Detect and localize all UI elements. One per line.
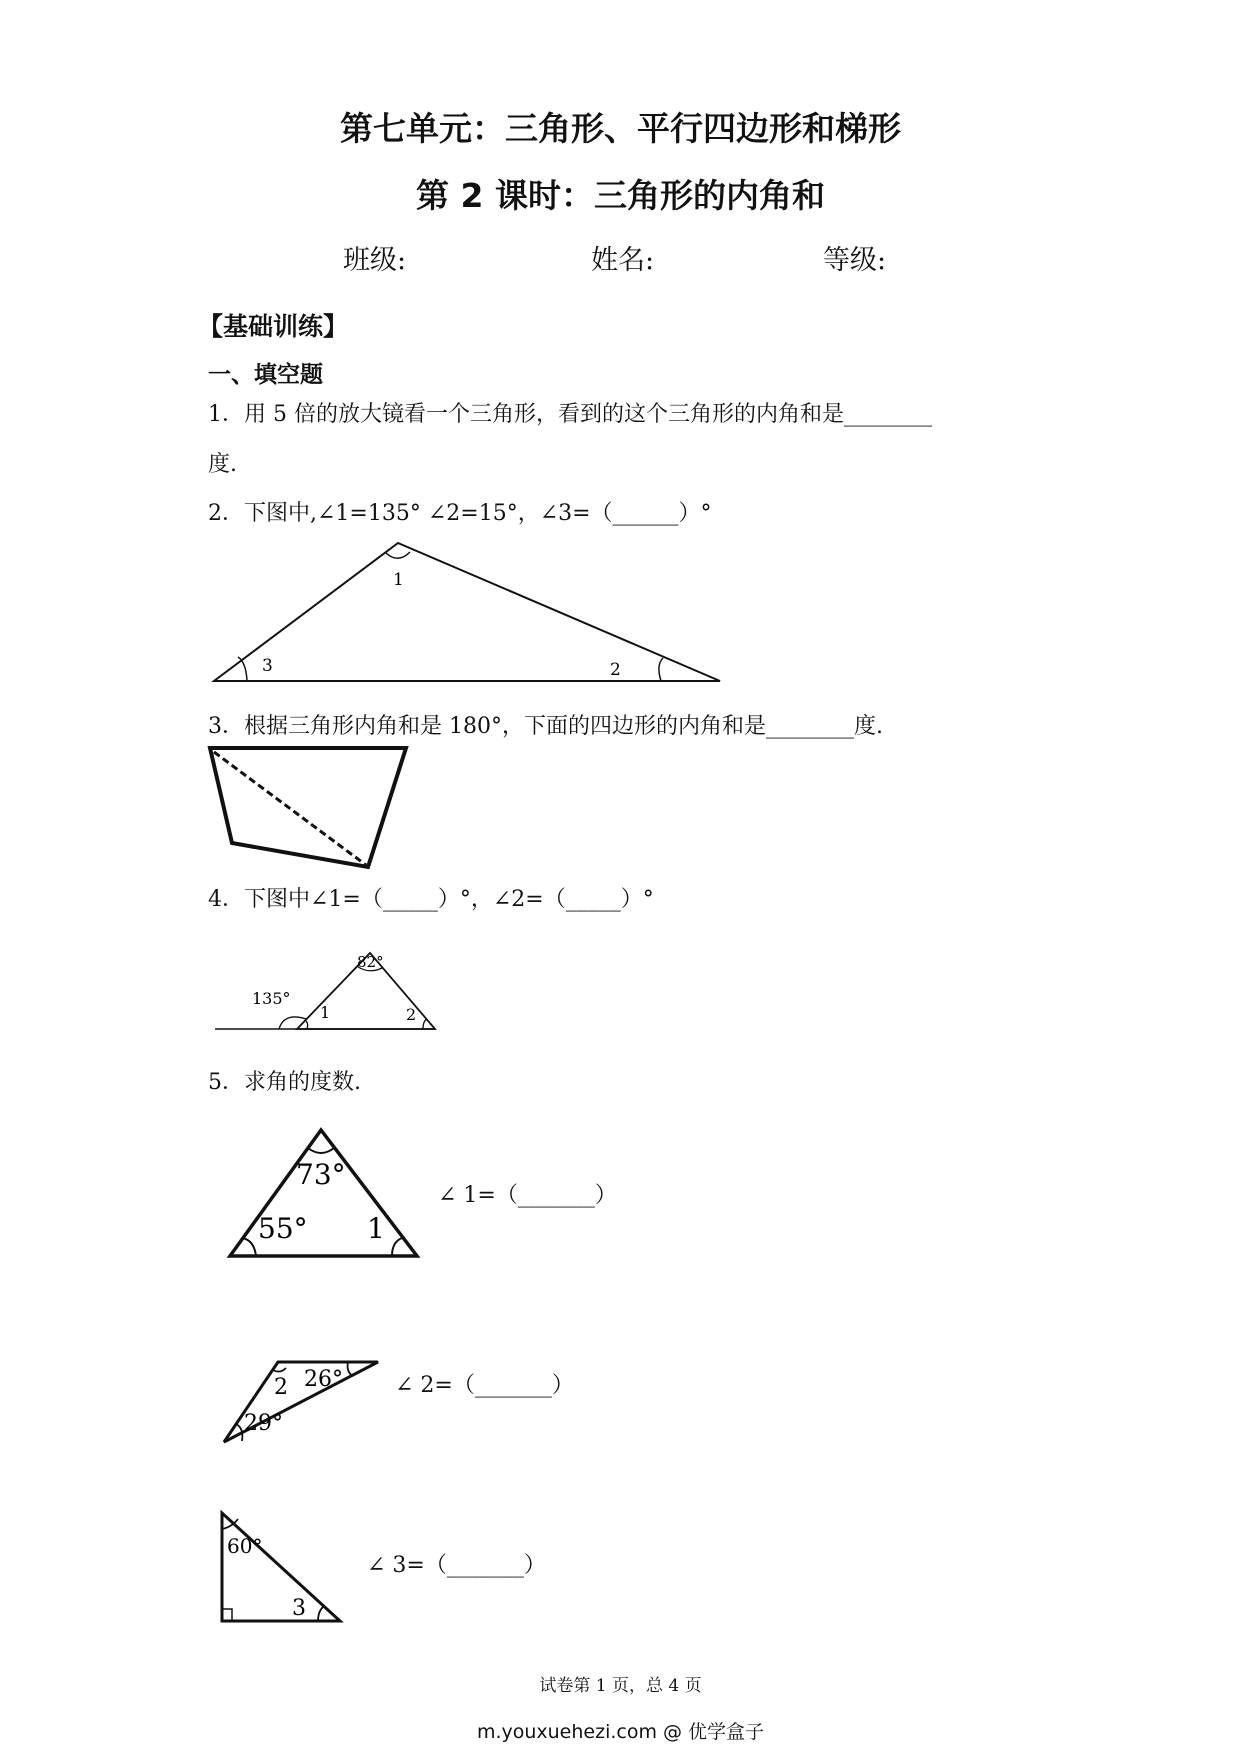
answer-angle-2: ∠ 2=（_______） [395,1373,574,1398]
unknown-angle-label: 1 [367,1212,385,1245]
top-angle-label: 60° [227,1534,263,1558]
left-angle-label: 29° [244,1411,283,1436]
top-angle-label: 82° [357,953,384,971]
figure-q5-triangle-b [218,1352,388,1452]
answer-angle-1: ∠ 1=（_______） [438,1183,617,1208]
left-angle-label: 55° [258,1212,308,1245]
figure-q4-triangle [210,940,450,1040]
angle-2-label: 2 [610,660,621,680]
question-2: 2．下图中,∠1=135° ∠2=15°，∠3=（______）° [208,501,712,526]
angle-3-label: 3 [262,656,273,676]
question-1-continued: 度. [208,452,237,477]
question-1: 1．用 5 倍的放大镜看一个三角形，看到的这个三角形的内角和是________ [208,402,932,427]
question-5: 5．求角的度数. [208,1070,361,1095]
figure-q2-triangle [200,532,730,687]
figure-q3-quadrilateral [200,742,420,882]
part-heading: 一、填空题 [208,362,323,388]
site-watermark: m.youxuehezi.com @ 优学盒子 [476,1721,765,1743]
page-number: 试卷第 1 页，总 4 页 [539,1676,702,1696]
grade-label: 等级: [823,245,887,276]
angle-1-label: 1 [320,1003,331,1022]
page-title: 第七单元：三角形、平行四边形和梯形 [340,109,901,148]
class-label: 班级: [343,245,407,276]
angle-2-label: 2 [406,1005,417,1024]
lesson-title: 第 2 课时：三角形的内角和 [416,176,825,215]
unknown-angle-label: 3 [292,1596,306,1621]
figure-q5-triangle-c [218,1505,348,1630]
section-heading: 【基础训练】 [198,312,349,341]
name-label: 姓名: [591,245,655,276]
question-3: 3．根据三角形内角和是 180°，下面的四边形的内角和是________度. [208,714,883,739]
outer-angle-label: 135° [252,989,291,1008]
answer-angle-3: ∠ 3=（_______） [367,1553,546,1578]
question-4: 4．下图中∠1=（_____）°，∠2=（_____）° [208,887,654,912]
top-angle-label: 73° [296,1158,346,1191]
unknown-angle-label: 2 [274,1375,288,1400]
top-angle-label: 26° [304,1367,343,1392]
angle-1-label: 1 [393,570,404,590]
figure-q5-triangle-a [220,1120,430,1265]
